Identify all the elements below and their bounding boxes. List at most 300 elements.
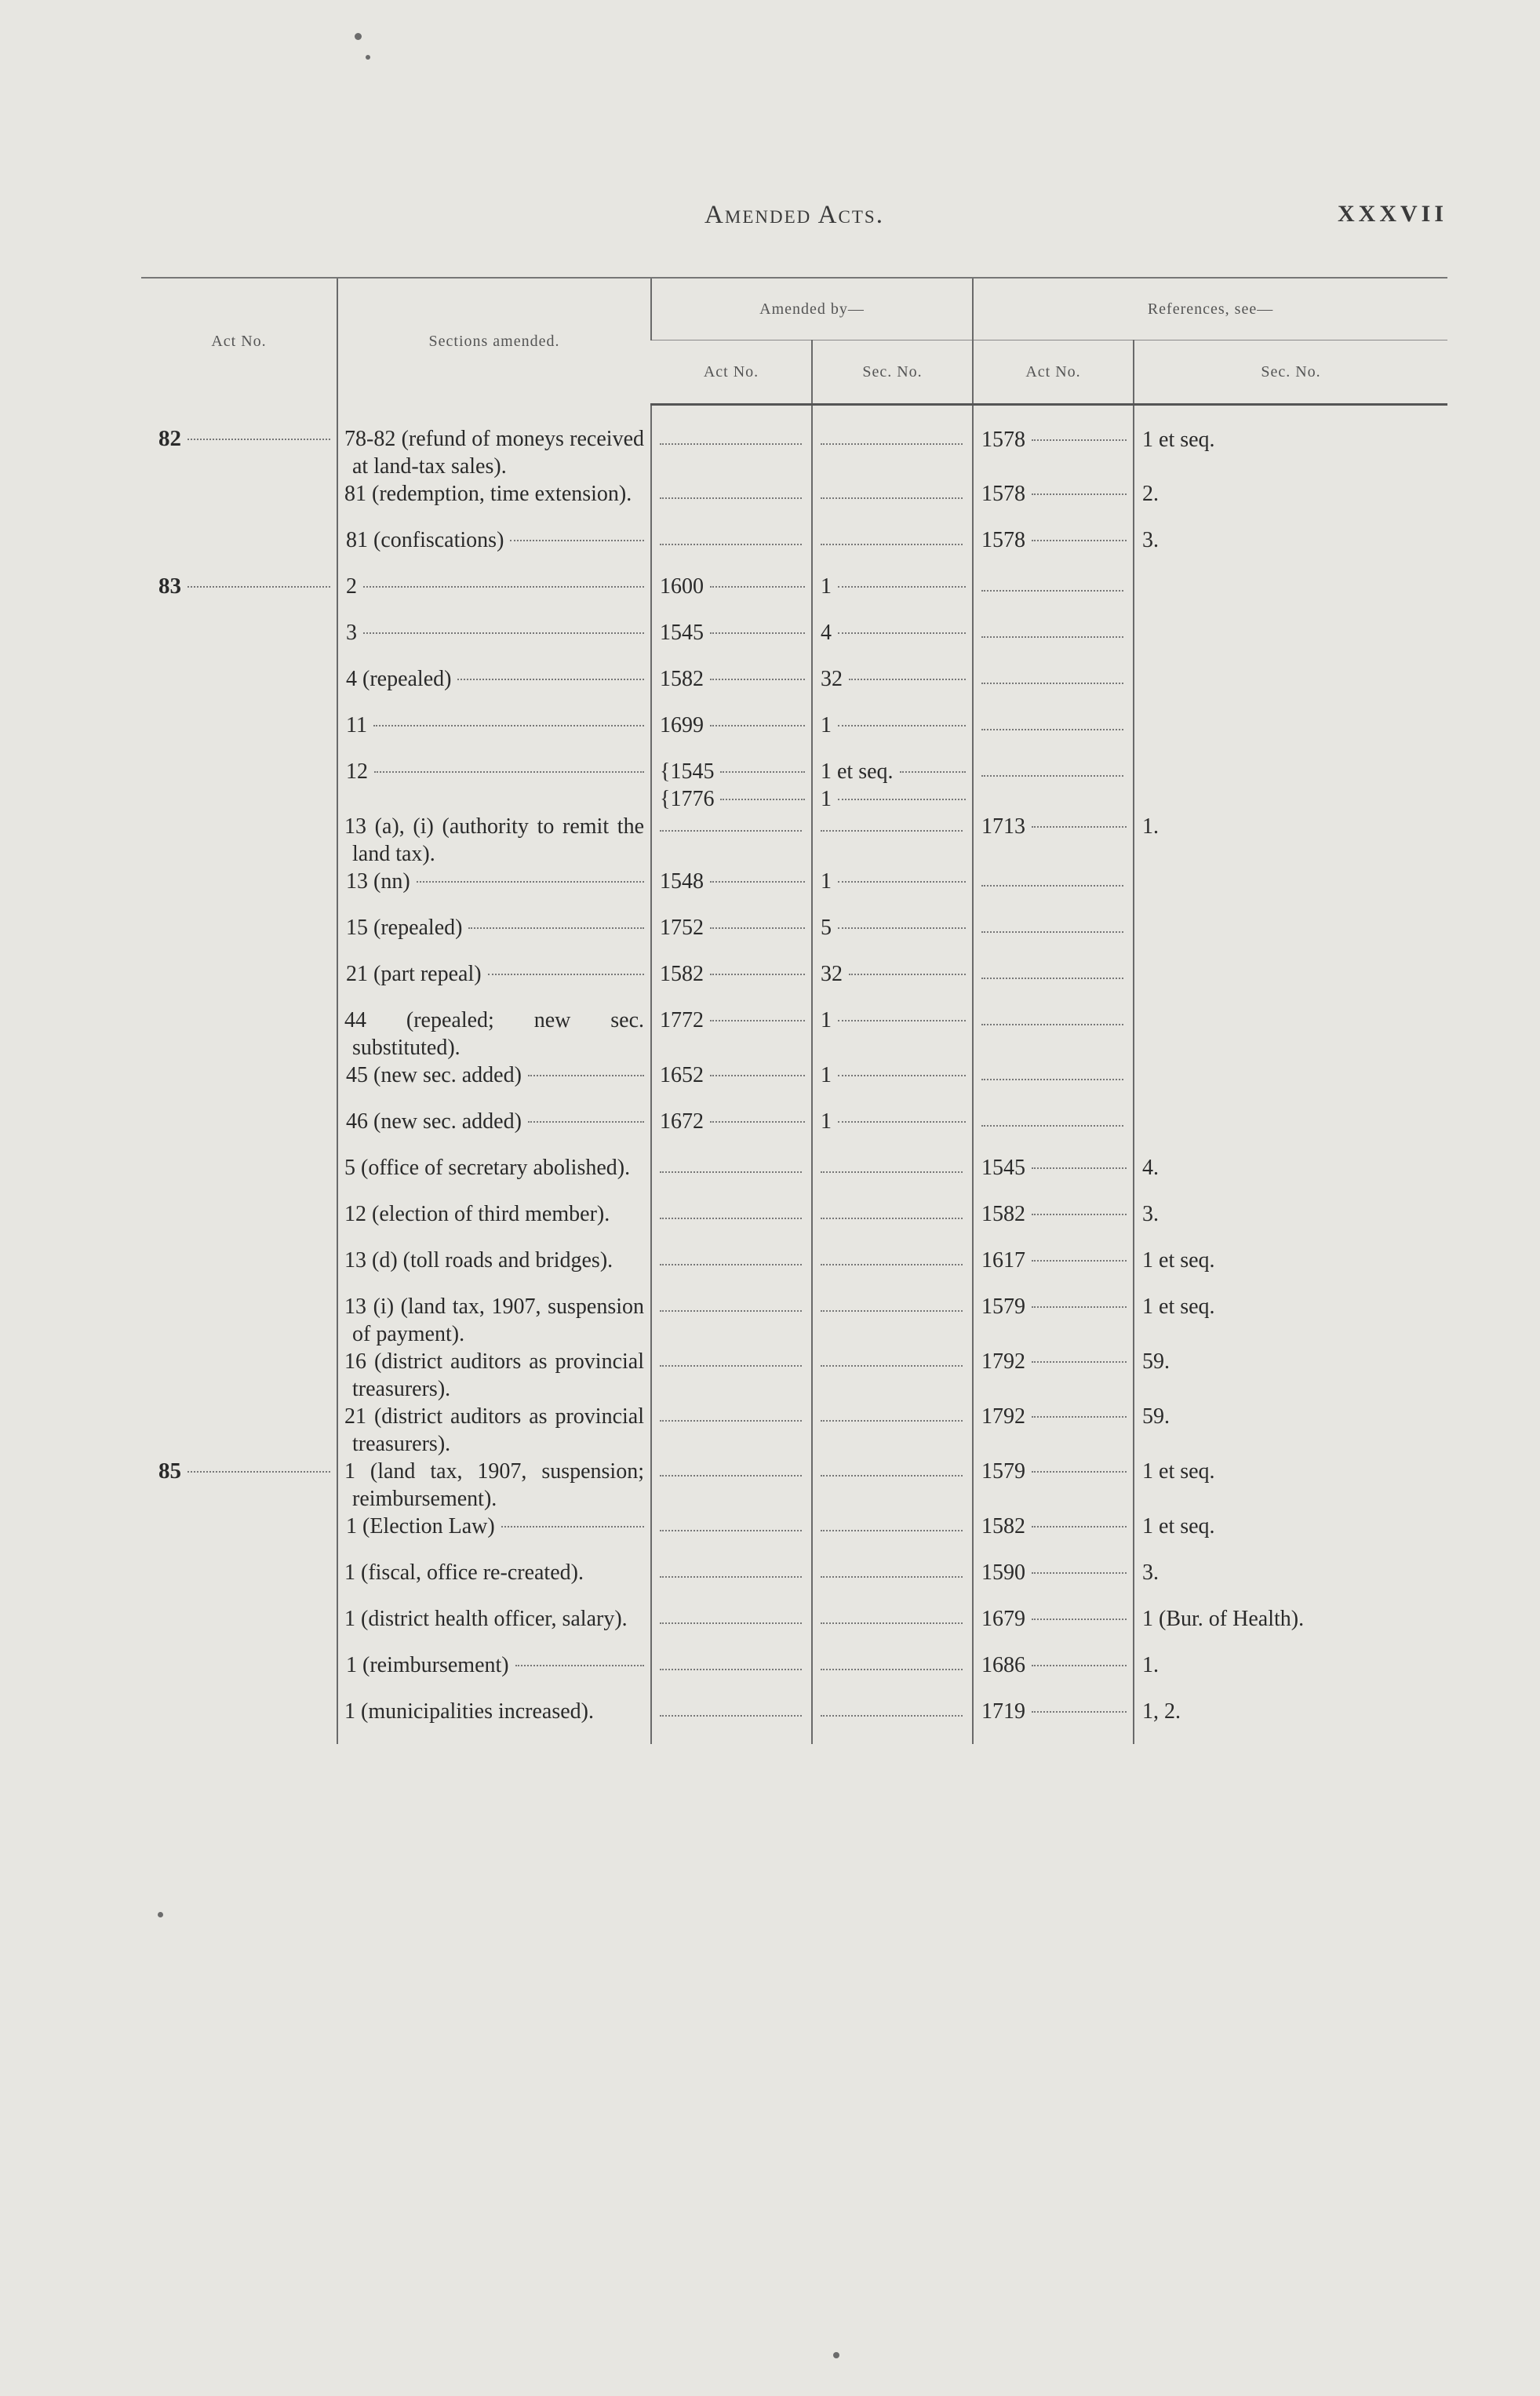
section-amended [337, 1247, 651, 1293]
section-amended-text: 1 (municipalities increased). [344, 1699, 594, 1724]
reference-act-number [973, 914, 1134, 960]
amended-act-number [651, 1293, 812, 1348]
table-row [141, 1154, 1447, 1200]
amended-section-number-text: 32 [821, 961, 843, 986]
reference-act-number [973, 1559, 1134, 1605]
header-amended-sec-no: Sec. No. [812, 340, 973, 405]
dotted-leader [981, 1061, 1123, 1080]
dotted-leader [981, 758, 1123, 777]
amended-act-number [651, 758, 812, 813]
dotted-leader [660, 426, 802, 445]
amended-section-number-text: 5 [821, 915, 832, 940]
reference-section-number [1134, 619, 1447, 665]
section-amended [337, 1513, 651, 1559]
act-number [141, 1007, 337, 1061]
section-amended [337, 573, 651, 619]
section-amended-text: 11 [346, 712, 367, 737]
section-amended [337, 960, 651, 1007]
reference-act-number [973, 1108, 1134, 1154]
amended-act-number [651, 573, 812, 619]
reference-act-number [973, 1247, 1134, 1293]
running-title: Amended Acts. [704, 201, 884, 229]
reference-section-number [1134, 1108, 1447, 1154]
table-row [141, 914, 1447, 960]
reference-act-number [973, 526, 1134, 573]
reference-act-number [973, 1513, 1134, 1559]
reference-section-number-text: 59. [1142, 1349, 1170, 1374]
amended-section-number [812, 712, 973, 758]
amended-section-number [812, 405, 973, 480]
act-number [141, 526, 337, 573]
act-number-text: 82 [158, 425, 181, 451]
reference-act-number [973, 1698, 1134, 1744]
amended-acts-table [141, 277, 1447, 1744]
dotted-leader [821, 1605, 963, 1624]
section-amended-text: 1 (land tax, 1907, suspension; reimbursement). [344, 1458, 644, 1511]
amended-section-number [812, 480, 973, 526]
reference-section-number-text: 1. [1142, 814, 1160, 839]
reference-section-number [1134, 1403, 1447, 1458]
act-number [141, 1293, 337, 1348]
amended-act-number [651, 1559, 812, 1605]
amended-act-number [651, 868, 812, 914]
reference-act-number [973, 1200, 1134, 1247]
reference-section-number [1134, 1513, 1447, 1559]
header-ref-act-no: Act No. [973, 340, 1134, 405]
table-row [141, 1108, 1447, 1154]
reference-act-number [973, 813, 1134, 868]
section-amended [337, 405, 651, 480]
reference-section-number [1134, 405, 1447, 480]
reference-act-number-text: 1545 [981, 1155, 1026, 1180]
dotted-leader [660, 1698, 802, 1717]
act-number [141, 914, 337, 960]
reference-act-number [973, 960, 1134, 1007]
header-act-no: Act No. [141, 278, 337, 405]
amended-section-number [812, 1061, 973, 1108]
dotted-leader [660, 526, 802, 545]
section-amended [337, 1293, 651, 1348]
amended-section-number-text: 1 [821, 1109, 832, 1134]
table-row [141, 1651, 1447, 1698]
amended-act-number [651, 1651, 812, 1698]
section-amended-text: 1 (Election Law) [346, 1513, 495, 1538]
reference-section-number [1134, 813, 1447, 868]
reference-section-number [1134, 758, 1447, 813]
section-amended-text: 45 (new sec. added) [346, 1062, 522, 1087]
amended-act-number [651, 1605, 812, 1651]
reference-section-number [1134, 1651, 1447, 1698]
amended-section-number [812, 1458, 973, 1513]
section-amended-text: 13 (a), (i) (authority to remit the land tax). [344, 814, 644, 866]
dotted-leader [981, 619, 1123, 638]
amended-act-number [651, 665, 812, 712]
section-amended [337, 868, 651, 914]
dotted-leader [821, 526, 963, 545]
section-amended [337, 1061, 651, 1108]
amended-act-number [651, 813, 812, 868]
reference-act-number-text: 1578 [981, 481, 1026, 506]
dotted-leader [821, 1348, 963, 1367]
dotted-leader [821, 1651, 963, 1670]
reference-section-number [1134, 1154, 1447, 1200]
amended-act-number-text: 1582 [660, 961, 704, 986]
act-number [141, 712, 337, 758]
amended-act-number [651, 1348, 812, 1403]
dotted-leader [821, 1154, 963, 1173]
section-amended-text: 21 (district auditors as provincial treasurers). [344, 1404, 644, 1456]
act-number [141, 1403, 337, 1458]
dotted-leader [821, 426, 963, 445]
reference-act-number [973, 758, 1134, 813]
amended-act-number [651, 712, 812, 758]
amended-act-number [651, 914, 812, 960]
reference-section-number-text: 1 et seq. [1142, 1294, 1215, 1319]
paper-speck [158, 1912, 163, 1917]
amended-act-number-text: 1652 [660, 1062, 704, 1087]
section-amended [337, 1348, 651, 1403]
reference-act-number [973, 1007, 1134, 1061]
dotted-leader [660, 480, 802, 499]
amended-section-number [812, 1293, 973, 1348]
reference-section-number [1134, 1200, 1447, 1247]
reference-act-number-text: 1578 [981, 527, 1026, 552]
dotted-leader [821, 1293, 963, 1312]
section-amended [337, 1458, 651, 1513]
reference-act-number-text: 1719 [981, 1699, 1026, 1724]
reference-section-number-text: 3. [1142, 1201, 1160, 1226]
section-amended [337, 1403, 651, 1458]
amended-act-number-text: 1672 [660, 1109, 704, 1134]
dotted-leader [660, 1247, 802, 1265]
reference-section-number [1134, 960, 1447, 1007]
amended-section-number [812, 868, 973, 914]
section-amended-text: 13 (d) (toll roads and bridges). [344, 1247, 613, 1273]
amended-act-number-text: 1548 [660, 868, 704, 894]
amended-act-number [651, 1108, 812, 1154]
dotted-leader [821, 480, 963, 499]
act-number [141, 665, 337, 712]
act-number [141, 1061, 337, 1108]
paper-speck [833, 2352, 839, 2358]
reference-act-number [973, 1293, 1134, 1348]
act-number [141, 960, 337, 1007]
reference-act-number [973, 665, 1134, 712]
section-amended [337, 1200, 651, 1247]
dotted-leader [981, 914, 1123, 933]
table-row [141, 1200, 1447, 1247]
table-row [141, 1293, 1447, 1348]
section-amended-text: 81 (confiscations) [346, 527, 504, 552]
amended-section-number [812, 573, 973, 619]
table-row [141, 1247, 1447, 1293]
reference-act-number-text: 1679 [981, 1606, 1026, 1631]
section-amended-text: 4 (repealed) [346, 666, 452, 691]
dotted-leader [981, 573, 1123, 592]
reference-act-number [973, 1458, 1134, 1513]
amended-section-number-text: 1 [821, 868, 832, 894]
section-amended [337, 480, 651, 526]
reference-section-number [1134, 665, 1447, 712]
reference-section-number [1134, 1293, 1447, 1348]
amended-section-number [812, 1007, 973, 1061]
amended-section-number [812, 1108, 973, 1154]
amended-act-number [651, 960, 812, 1007]
amended-act-number [651, 619, 812, 665]
act-number [141, 619, 337, 665]
section-amended [337, 526, 651, 573]
amended-act-number-text: 1772 [660, 1007, 704, 1032]
amended-section-number-text-2: 1 [821, 786, 832, 811]
table-row [141, 712, 1447, 758]
reference-section-number [1134, 712, 1447, 758]
amended-section-number [812, 1200, 973, 1247]
paper-speck [355, 33, 362, 40]
table-row [141, 1348, 1447, 1403]
act-number [141, 758, 337, 813]
act-number [141, 1698, 337, 1744]
amended-section-number [812, 758, 973, 813]
section-amended-text: 16 (district auditors as provincial treasurers). [344, 1349, 644, 1401]
table-row [141, 1698, 1447, 1744]
amended-act-number [651, 1007, 812, 1061]
reference-act-number-text: 1582 [981, 1201, 1026, 1226]
section-amended [337, 1605, 651, 1651]
section-amended-text: 12 [346, 759, 368, 784]
header-amended-by: Amended by— [651, 278, 973, 340]
table-row [141, 1403, 1447, 1458]
reference-act-number-text: 1617 [981, 1247, 1026, 1273]
section-amended [337, 712, 651, 758]
reference-section-number [1134, 1348, 1447, 1403]
table-body [141, 405, 1447, 1744]
table-row [141, 1559, 1447, 1605]
table-row [141, 1513, 1447, 1559]
amended-act-number [651, 480, 812, 526]
act-number [141, 868, 337, 914]
table-row [141, 868, 1447, 914]
reference-section-number [1134, 573, 1447, 619]
reference-act-number [973, 619, 1134, 665]
section-amended-text: 78-82 (refund of moneys received at land-tax sales). [344, 426, 644, 479]
reference-act-number-text: 1590 [981, 1560, 1026, 1585]
section-amended-text: 1 (reimbursement) [346, 1652, 509, 1677]
section-amended-text: 1 (district health officer, salary). [344, 1606, 628, 1631]
dotted-leader [981, 712, 1123, 730]
reference-act-number [973, 1403, 1134, 1458]
act-number [141, 405, 337, 480]
act-number-text: 85 [158, 1458, 181, 1484]
table-row [141, 813, 1447, 868]
act-number [141, 573, 337, 619]
paper-speck [366, 55, 370, 60]
reference-act-number [973, 712, 1134, 758]
reference-section-number [1134, 1605, 1447, 1651]
amended-act-number [651, 1513, 812, 1559]
amended-section-number [812, 1651, 973, 1698]
act-number [141, 1247, 337, 1293]
reference-section-number-text: 3. [1142, 1560, 1160, 1585]
dotted-leader [660, 1458, 802, 1477]
reference-act-number-text: 1579 [981, 1294, 1026, 1319]
amended-act-number [651, 1698, 812, 1744]
reference-section-number [1134, 1247, 1447, 1293]
reference-section-number [1134, 1698, 1447, 1744]
table-row [141, 1007, 1447, 1061]
reference-section-number [1134, 914, 1447, 960]
amended-section-number [812, 1698, 973, 1744]
amended-section-number [812, 813, 973, 868]
section-amended-text: 46 (new sec. added) [346, 1109, 522, 1134]
act-number [141, 1348, 337, 1403]
amended-section-number [812, 960, 973, 1007]
reference-act-number [973, 1154, 1134, 1200]
dotted-leader [660, 1651, 802, 1670]
table-row [141, 619, 1447, 665]
section-amended [337, 1154, 651, 1200]
amended-section-number-text: 1 [821, 712, 832, 737]
reference-act-number [973, 480, 1134, 526]
amended-act-number-text: 1752 [660, 915, 704, 940]
dotted-leader [981, 868, 1123, 887]
table-row [141, 526, 1447, 573]
reference-act-number-text: 1686 [981, 1652, 1026, 1677]
dotted-leader [821, 1247, 963, 1265]
reference-section-number [1134, 1458, 1447, 1513]
reference-section-number [1134, 480, 1447, 526]
reference-section-number-text: 4. [1142, 1155, 1160, 1180]
amended-act-number [651, 1154, 812, 1200]
amended-act-number [651, 1200, 812, 1247]
reference-section-number-text: 1, 2. [1142, 1699, 1181, 1724]
dotted-leader [660, 1293, 802, 1312]
amended-act-number-text: 1545 [660, 620, 704, 645]
header-amended-act-no: Act No. [651, 340, 812, 405]
header-sections-amended: Sections amended. [337, 278, 651, 405]
amended-section-number [812, 1154, 973, 1200]
reference-act-number [973, 1651, 1134, 1698]
amended-section-number-text: 32 [821, 666, 843, 691]
dotted-leader [660, 1348, 802, 1367]
section-amended [337, 1698, 651, 1744]
amended-section-number [812, 1559, 973, 1605]
section-amended-text: 12 (election of third member). [344, 1201, 610, 1226]
dotted-leader [660, 1154, 802, 1173]
page-number: XXXVII [1337, 201, 1447, 227]
section-amended-text: 44 (repealed; new sec. substituted). [344, 1007, 644, 1060]
amended-section-number [812, 665, 973, 712]
section-amended [337, 1651, 651, 1698]
amended-act-number-text: 1582 [660, 666, 704, 691]
amended-section-number-text: 1 [821, 1062, 832, 1087]
reference-section-number [1134, 1061, 1447, 1108]
reference-act-number [973, 1061, 1134, 1108]
amended-section-number [812, 619, 973, 665]
amended-act-number-text-2: {1776 [660, 786, 715, 811]
reference-section-number-text: 1 et seq. [1142, 1247, 1215, 1273]
amended-section-number-text: 1 [821, 574, 832, 599]
section-amended [337, 758, 651, 813]
dotted-leader [981, 1108, 1123, 1127]
dotted-leader [660, 1403, 802, 1422]
table-row [141, 1458, 1447, 1513]
section-amended-text: 13 (i) (land tax, 1907, suspension of payment). [344, 1294, 644, 1346]
reference-act-number [973, 1605, 1134, 1651]
reference-act-number-text: 1582 [981, 1513, 1026, 1538]
reference-section-number-text: 1 et seq. [1142, 1513, 1215, 1538]
section-amended [337, 1007, 651, 1061]
act-number [141, 813, 337, 868]
header-references: References, see— [973, 278, 1447, 340]
dotted-leader [821, 1403, 963, 1422]
section-amended [337, 1108, 651, 1154]
page-header [141, 201, 1447, 240]
section-amended [337, 813, 651, 868]
amended-section-number [812, 1247, 973, 1293]
section-amended [337, 914, 651, 960]
reference-act-number-text: 1713 [981, 814, 1026, 839]
reference-act-number-text: 1579 [981, 1458, 1026, 1484]
reference-act-number-text: 1792 [981, 1349, 1026, 1374]
dotted-leader [821, 1458, 963, 1477]
reference-section-number-text: 1 et seq. [1142, 428, 1215, 452]
dotted-leader [821, 1698, 963, 1717]
reference-act-number [973, 573, 1134, 619]
section-amended [337, 619, 651, 665]
reference-section-number-text: 2. [1142, 481, 1160, 506]
amended-act-number-text: {1545 [660, 759, 715, 784]
section-amended-text: 81 (redemption, time extension). [344, 481, 632, 506]
reference-act-number-text: 1578 [981, 428, 1026, 452]
dotted-leader [660, 1605, 802, 1624]
act-number [141, 480, 337, 526]
act-number [141, 1605, 337, 1651]
dotted-leader [660, 1513, 802, 1531]
reference-act-number [973, 1348, 1134, 1403]
reference-section-number-text: 1 et seq. [1142, 1458, 1215, 1484]
table-row [141, 573, 1447, 619]
amended-section-number [812, 914, 973, 960]
amended-section-number [812, 526, 973, 573]
table-row [141, 405, 1447, 480]
table-row [141, 1605, 1447, 1651]
amended-section-number-text: 4 [821, 620, 832, 645]
dotted-leader [821, 1559, 963, 1578]
dotted-leader [821, 813, 963, 832]
amended-act-number [651, 526, 812, 573]
amended-act-number-text: 1600 [660, 574, 704, 599]
reference-section-number [1134, 1559, 1447, 1605]
table-row [141, 1061, 1447, 1108]
amended-act-number [651, 1458, 812, 1513]
table-row [141, 960, 1447, 1007]
section-amended [337, 665, 651, 712]
dotted-leader [981, 665, 1123, 684]
reference-section-number-text: 3. [1142, 527, 1160, 552]
amended-section-number [812, 1348, 973, 1403]
amended-section-number [812, 1403, 973, 1458]
reference-act-number [973, 405, 1134, 480]
section-amended [337, 1559, 651, 1605]
reference-section-number [1134, 1007, 1447, 1061]
section-amended-text: 21 (part repeal) [346, 961, 482, 986]
amended-act-number [651, 1247, 812, 1293]
reference-act-number-text: 1792 [981, 1404, 1026, 1429]
table-row [141, 480, 1447, 526]
reference-section-number-text: 1 (Bur. of Health). [1142, 1606, 1305, 1631]
reference-section-number-text: 59. [1142, 1404, 1170, 1429]
reference-section-number [1134, 526, 1447, 573]
